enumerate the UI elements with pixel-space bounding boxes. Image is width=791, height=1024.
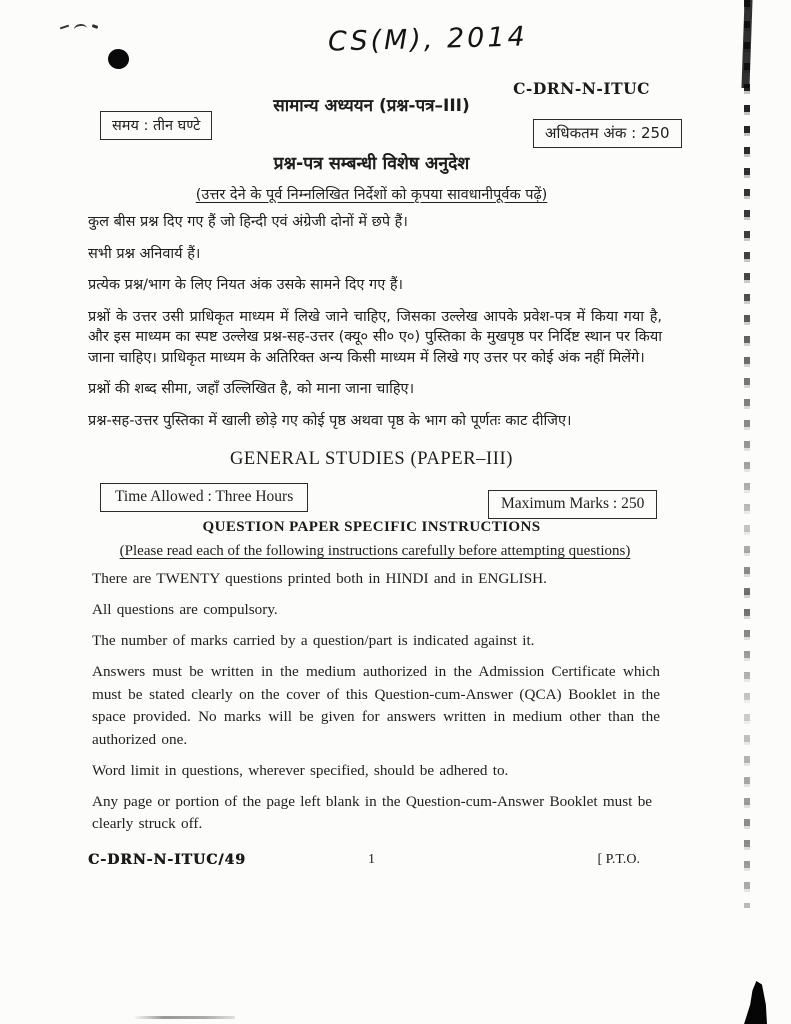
english-instructions-list: [92, 568, 660, 844]
english-instructions-note: [70, 543, 680, 560]
english-instruction-item: Word limit in questions, wherever specified, should be adhered to.: [92, 761, 509, 779]
question-paper-instructions-heading: QUESTION PAPER SPECIFIC INSTRUCTIONS: [202, 519, 541, 535]
pen-scribble-marks: [60, 22, 106, 34]
english-instruction-item: Answers must be written in the medium authorized in the Admission Certificate which must be stated clearly on the cover of this Question-cum-Answer (QCA) Booklet in the space provided. No marks will be given for answers written in medium other than the authorized one.: [92, 663, 660, 748]
hindi-time-allowed-box: समय : तीन घण्टे: [100, 111, 212, 140]
english-instruction-item: The number of marks carried by a question/part is indicated against it.: [92, 632, 535, 649]
handwritten-note: CS(M), 2014: [327, 21, 529, 58]
hindi-instructions-note-text: (उत्तर देने के पूर्व निम्नलिखित निर्देशों को कृपया सावधानीपूर्वक पढ़ें): [195, 187, 548, 203]
scan-blob-bottom-right: [739, 981, 767, 1024]
hindi-instruction-item: प्रश्नों के उत्तर उसी प्राधिकृत माध्यम में लिखे जाने चाहिए, जिसका उल्लेख आपके प्रवेश-पत्र में किया गया है, और इस माध्यम का स्पष्ट उल्लेख प्रश्न-सह-उत्तर (क्यू० सी० ए०) पुस्तिका के मुखपृष्ठ पर निर्दिष्ट स्थान पर किया जाना चाहिए। प्राधिकृत माध्यम के अतिरिक्त अन्य किसी माध्यम में लिखे गए उत्तर पर कोई अंक नहीं मिलेंगे।: [88, 308, 662, 366]
max-marks-box: Maximum Marks : 250: [488, 490, 657, 519]
scribble-dot: [92, 24, 99, 29]
english-instruction-item: There are TWENTY questions printed both in HINDI and in ENGLISH.: [92, 570, 547, 587]
hindi-instructions-list: [88, 212, 662, 442]
hindi-paper-title: सामान्य अध्ययन (प्रश्न-पत्र–III): [273, 96, 470, 116]
pto-label: [ P.T.O.: [597, 852, 640, 867]
hindi-instruction-item: सभी प्रश्न अनिवार्य हैं।: [88, 245, 201, 262]
page-number: 1: [368, 852, 375, 867]
paper-code: C-DRN-N-ITUC: [513, 79, 650, 98]
english-instruction-item: All questions are compulsory.: [92, 601, 278, 618]
hindi-instruction-item: प्रश्न-सह-उत्तर पुस्तिका में खाली छोड़े गए कोई पृष्ठ अथवा पृष्ठ के भाग को पूर्णतः काट दीजिए।: [88, 412, 572, 429]
hindi-instruction-item: प्रत्येक प्रश्न/भाग के लिए नियत अंक उसके सामने दिए गए हैं।: [88, 277, 404, 293]
english-paper-title: GENERAL STUDIES (PAPER–III): [229, 449, 514, 469]
scribble-arc: [74, 23, 88, 34]
scan-spine-smudge: [744, 0, 750, 908]
hindi-instruction-item: प्रश्नों की शब्द सीमा, जहाँ उल्लिखित है, को माना जाना चाहिए।: [88, 381, 415, 397]
hindi-instructions-note: [88, 184, 655, 204]
hindi-instruction-item: कुल बीस प्रश्न दिए गए हैं जो हिन्दी एवं अंग्रेजी दोनों में छपे हैं।: [88, 214, 408, 230]
hindi-instructions-heading: प्रश्न-पत्र सम्बन्धी विशेष अनुदेश: [273, 154, 470, 174]
scan-smudge-top-right: [741, 0, 752, 88]
ink-blot-dot: [107, 48, 131, 71]
scan-faint-line-bottom: [133, 1016, 235, 1019]
footer-booklet-code: C-DRN-N-ITUC/49: [88, 852, 246, 868]
english-instructions-note-text: (Please read each of the following instructions carefully before attempting questions): [119, 543, 631, 559]
hindi-max-marks-box: अधिकतम अंक : 250: [533, 119, 682, 148]
time-allowed-box: Time Allowed : Three Hours: [100, 483, 308, 512]
english-instruction-item: Any page or portion of the page left blank in the Question-cum-Answer Booklet must be clearly struck off.: [92, 792, 653, 832]
scribble-dash: [60, 25, 69, 30]
